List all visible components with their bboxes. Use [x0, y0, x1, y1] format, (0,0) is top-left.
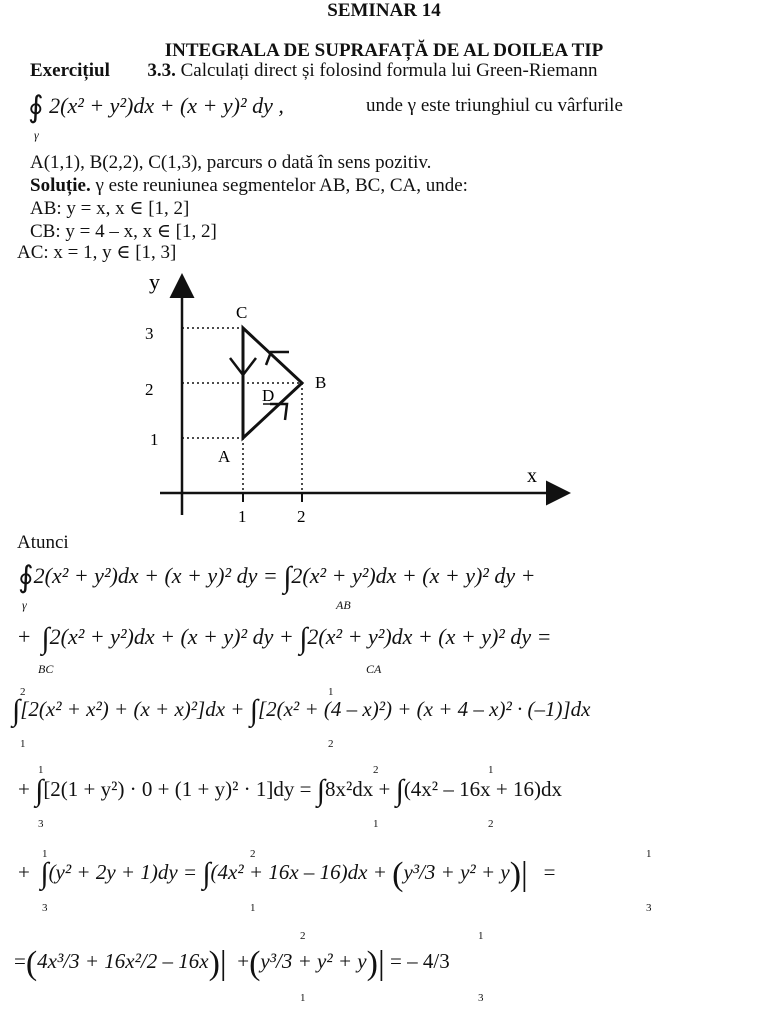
row4-b: 8x²dx +: [324, 777, 391, 801]
integral-symbol: ∫: [395, 774, 404, 807]
point-c-label: C: [236, 303, 248, 322]
row2-b: 2(x² + y²)dx + (x + y)² dy =: [307, 624, 552, 649]
row6-eval-a-upper: 2: [300, 930, 306, 942]
x-tick-2-label: 2: [297, 507, 306, 526]
x-axis-label: x: [527, 465, 537, 487]
exercise-condition: unde γ este triunghiul cu vârfurile: [366, 95, 623, 116]
integral-symbol: ∫: [299, 622, 308, 655]
seminar-heading: SEMINAR 14: [327, 0, 441, 21]
row3-upper-a: 2: [20, 686, 26, 698]
row6-eval-a-lower: 1: [300, 992, 306, 1004]
row3-b: [2(x² + (4 – x)²) + (x + 4 – x)² · (–1)]dx: [257, 697, 591, 721]
row5-b: (4x² + 16x – 16)dx +: [210, 860, 387, 884]
row4-a: [2(1 + y²) · 0 + (1 + y)² · 1]dy =: [43, 777, 312, 801]
row4-lower-b: 1: [373, 818, 379, 830]
row5-lower-a: 3: [42, 902, 48, 914]
row5-eval-upper: 1: [646, 848, 652, 860]
row1-lhs: 2(x² + y²)dx + (x + y)² dy =: [33, 563, 278, 588]
y-tick-1-label: 1: [150, 430, 159, 449]
derivation-row-4: + ∫[2(1 + y²) · 0 + (1 + y)² · 1]dy = ∫8x²dx + ∫(4x² – 16x + 16)dx: [18, 774, 562, 807]
row1-sub-ab: AB: [336, 598, 351, 612]
integral-symbol: ∫: [202, 857, 211, 890]
row4-upper-b: 2: [373, 764, 379, 776]
row5-eval-lower: 3: [646, 902, 652, 914]
x-tick-1-label: 1: [238, 507, 247, 526]
integral-symbol: ∫: [249, 694, 258, 727]
row5-upper-b: 2: [250, 848, 256, 860]
row5-c: y³/3 + y² + y: [403, 860, 510, 884]
row4-c: (4x² – 16x + 16)dx: [403, 777, 562, 801]
atunci-word: Atunci: [17, 532, 69, 553]
integral-symbol: ∫: [283, 561, 292, 594]
final-result: = – 4/3: [390, 949, 450, 973]
row5-a: (y² + 2y + 1)dy =: [48, 860, 198, 884]
exercise-vertices: A(1,1), B(2,2), C(1,3), parcurs o dată în sens pozitiv.: [30, 152, 432, 173]
derivation-row-6: =(4x³/3 + 16x²/2 – 16x)| +(y³/3 + y² + y)| = – 4/3: [14, 945, 450, 982]
solution-label: Soluție.: [30, 175, 91, 196]
derivation-row-3: [12, 694, 590, 728]
row2-a: 2(x² + y²)dx + (x + y)² dy +: [49, 624, 294, 649]
derivation-row-2: + ∫2(x² + y²)dx + (x + y)² dy + ∫2(x² + y²)dx + (x + y)² dy =: [18, 622, 552, 655]
row6-b: y³/3 + y² + y: [260, 949, 367, 973]
contour-integral-symbol: ∮: [18, 561, 34, 594]
derivation-row-5: + ∫(y² + 2y + 1)dy = ∫(4x² + 16x – 16)dx + (y³/3 + y² + y)| =: [18, 856, 556, 893]
y-tick-2-label: 2: [145, 380, 154, 399]
row6-eval-b-lower: 3: [478, 992, 484, 1004]
row3-a: [2(x² + x²) + (x + x)²]dx +: [20, 697, 245, 721]
row2-sub-ca: CA: [366, 662, 382, 676]
segment-ab: AB: y = x, x ∈ [1, 2]: [30, 198, 190, 219]
integral-symbol: ∫: [35, 774, 44, 807]
integral-symbol: ∫: [41, 622, 50, 655]
integral-symbol: ∫: [316, 774, 325, 807]
exercise-contour-subscript: γ: [34, 128, 39, 142]
row4-upper-c: 1: [488, 764, 494, 776]
row6-eval-b-upper: 1: [478, 930, 484, 942]
region-d-label: D: [262, 386, 275, 405]
row5-lower-b: 1: [250, 902, 256, 914]
exercise-integrand: 2(x² + y²)dx + (x + y)² dy ,: [49, 93, 284, 118]
exercise-label: Exercițiul: [30, 60, 110, 81]
derivation-row-1: [18, 560, 535, 595]
y-axis-label: y: [149, 269, 160, 294]
solution-intro-text: γ este reuniunea segmentelor AB, BC, CA, unde:: [95, 175, 468, 196]
row4-lower-a: 3: [38, 818, 44, 830]
integral-symbol: ∫: [12, 694, 21, 727]
integral-symbol: ∫: [40, 857, 49, 890]
row3-lower-b: 2: [328, 738, 334, 750]
row1-sub-gamma: γ: [22, 598, 27, 612]
y-tick-3-label: 3: [145, 324, 154, 343]
page-title: INTEGRALA DE SUPRAFAȚĂ DE AL DOILEA TIP: [164, 40, 604, 61]
row1-rhs: 2(x² + y²)dx + (x + y)² dy +: [291, 563, 536, 588]
point-b-label: B: [315, 373, 327, 392]
exercise-number: 3.3.: [147, 60, 176, 81]
row3-lower-a: 1: [20, 738, 26, 750]
exercise-statement: Calculați direct și folosind formula lui Green-Riemann: [180, 60, 598, 81]
segment-ac: AC: x = 1, y ∈ [1, 3]: [17, 242, 177, 263]
row3-upper-b: 1: [328, 686, 334, 698]
row4-upper-a: 1: [38, 764, 44, 776]
segment-cb: CB: y = 4 – x, x ∈ [1, 2]: [30, 221, 217, 242]
row5-upper-a: 1: [42, 848, 48, 860]
row6-a: 4x³/3 + 16x²/2 – 16x: [37, 949, 209, 973]
row4-lower-c: 2: [488, 818, 494, 830]
point-a-label: A: [218, 447, 231, 466]
row2-sub-bc: BC: [38, 662, 54, 676]
contour-integral-symbol: ∮: [28, 91, 44, 124]
